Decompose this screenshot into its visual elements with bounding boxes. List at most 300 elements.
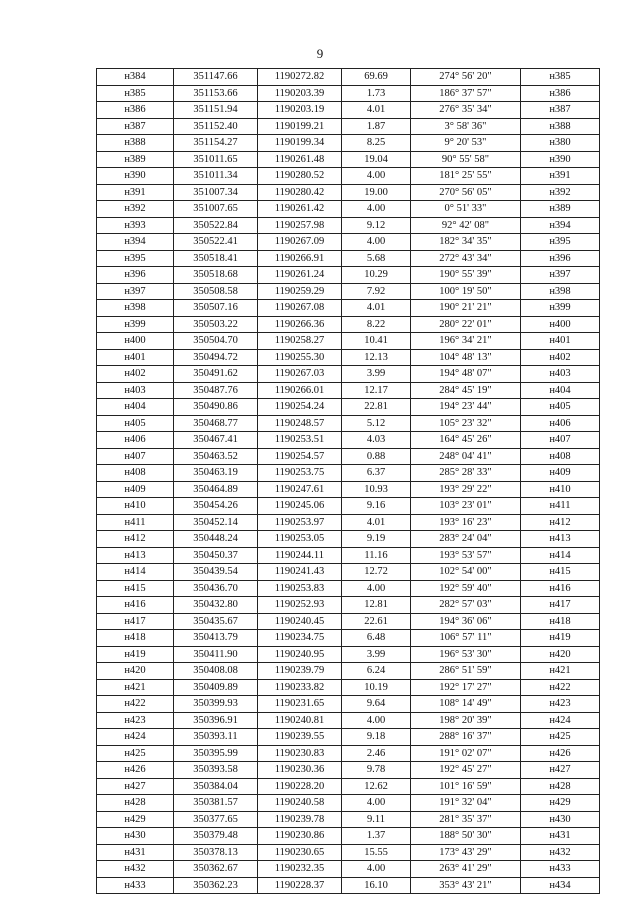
cell-distance: 6.24 <box>342 663 411 680</box>
cell-distance: 1.73 <box>342 85 411 102</box>
cell-coord-y: 1190203.19 <box>258 102 342 119</box>
cell-coord-y: 1190257.98 <box>258 217 342 234</box>
cell-coord-y: 1190230.36 <box>258 762 342 779</box>
cell-point-from: н401 <box>97 349 174 366</box>
cell-coord-x: 350395.99 <box>174 745 258 762</box>
cell-point-from: н399 <box>97 316 174 333</box>
cell-point-from: н419 <box>97 646 174 663</box>
cell-point-from: н431 <box>97 844 174 861</box>
table-row <box>97 564 600 581</box>
cell-coord-x: 350507.16 <box>174 300 258 317</box>
table-row <box>97 316 600 333</box>
cell-distance: 10.19 <box>342 679 411 696</box>
cell-distance: 4.00 <box>342 795 411 812</box>
cell-coord-y: 1190239.78 <box>258 811 342 828</box>
cell-point-from: н433 <box>97 877 174 894</box>
cell-point-from: н404 <box>97 399 174 416</box>
cell-bearing: 101° 16' 59" <box>411 778 521 795</box>
cell-bearing: 90° 55' 58" <box>411 151 521 168</box>
cell-distance: 12.81 <box>342 597 411 614</box>
cell-bearing: 106° 57' 11" <box>411 630 521 647</box>
cell-point-from: н430 <box>97 828 174 845</box>
cell-coord-x: 350377.65 <box>174 811 258 828</box>
cell-point-from: н397 <box>97 283 174 300</box>
table-row <box>97 283 600 300</box>
table-row <box>97 349 600 366</box>
cell-coord-x: 350432.80 <box>174 597 258 614</box>
cell-point-from: н423 <box>97 712 174 729</box>
cell-point-to: н434 <box>521 877 600 894</box>
cell-distance: 7.92 <box>342 283 411 300</box>
cell-bearing: 103° 23' 01" <box>411 498 521 515</box>
table-row <box>97 267 600 284</box>
cell-distance: 10.29 <box>342 267 411 284</box>
cell-point-to: н398 <box>521 283 600 300</box>
cell-bearing: 181° 25' 55" <box>411 168 521 185</box>
cell-distance: 4.00 <box>342 580 411 597</box>
cell-point-to: н389 <box>521 201 600 218</box>
cell-point-to: н406 <box>521 415 600 432</box>
cell-point-to: н416 <box>521 580 600 597</box>
cell-point-from: н391 <box>97 184 174 201</box>
cell-distance: 9.16 <box>342 498 411 515</box>
cell-coord-x: 351147.66 <box>174 69 258 86</box>
cell-point-to: н409 <box>521 465 600 482</box>
cell-distance: 12.13 <box>342 349 411 366</box>
cell-point-to: н423 <box>521 696 600 713</box>
cell-point-from: н429 <box>97 811 174 828</box>
cell-coord-y: 1190228.37 <box>258 877 342 894</box>
table-row <box>97 481 600 498</box>
cell-distance: 4.01 <box>342 300 411 317</box>
cell-coord-x: 351011.34 <box>174 168 258 185</box>
cell-coord-y: 1190245.06 <box>258 498 342 515</box>
cell-point-from: н410 <box>97 498 174 515</box>
cell-point-from: н390 <box>97 168 174 185</box>
table-row <box>97 547 600 564</box>
cell-bearing: 282° 57' 03" <box>411 597 521 614</box>
cell-bearing: 248° 04' 41" <box>411 448 521 465</box>
cell-bearing: 285° 28' 33" <box>411 465 521 482</box>
table-row <box>97 696 600 713</box>
cell-point-to: н391 <box>521 168 600 185</box>
cell-distance: 12.72 <box>342 564 411 581</box>
table-row <box>97 580 600 597</box>
cell-coord-x: 350518.68 <box>174 267 258 284</box>
cell-coord-y: 1190267.09 <box>258 234 342 251</box>
cell-point-to: н403 <box>521 366 600 383</box>
cell-bearing: 191° 32' 04" <box>411 795 521 812</box>
cell-coord-x: 350491.62 <box>174 366 258 383</box>
cell-distance: 9.11 <box>342 811 411 828</box>
cell-bearing: 190° 21' 21" <box>411 300 521 317</box>
coordinates-table <box>96 68 600 894</box>
table-row <box>97 762 600 779</box>
table-row <box>97 85 600 102</box>
cell-distance: 16.10 <box>342 877 411 894</box>
cell-coord-y: 1190261.24 <box>258 267 342 284</box>
cell-coord-x: 350362.67 <box>174 861 258 878</box>
cell-coord-x: 350464.89 <box>174 481 258 498</box>
cell-bearing: 173° 43' 29" <box>411 844 521 861</box>
cell-coord-y: 1190240.58 <box>258 795 342 812</box>
cell-coord-x: 350436.70 <box>174 580 258 597</box>
table-row <box>97 630 600 647</box>
cell-coord-x: 350384.04 <box>174 778 258 795</box>
cell-distance: 6.48 <box>342 630 411 647</box>
cell-distance: 0.88 <box>342 448 411 465</box>
cell-coord-x: 350504.70 <box>174 333 258 350</box>
cell-point-from: н421 <box>97 679 174 696</box>
table-row <box>97 300 600 317</box>
cell-point-from: н424 <box>97 729 174 746</box>
cell-coord-x: 350467.41 <box>174 432 258 449</box>
cell-point-to: н415 <box>521 564 600 581</box>
cell-point-to: н405 <box>521 399 600 416</box>
cell-bearing: 270° 56' 05" <box>411 184 521 201</box>
cell-point-to: н428 <box>521 778 600 795</box>
cell-distance: 4.00 <box>342 712 411 729</box>
cell-distance: 9.78 <box>342 762 411 779</box>
cell-distance: 9.64 <box>342 696 411 713</box>
cell-coord-y: 1190261.48 <box>258 151 342 168</box>
table-row <box>97 135 600 152</box>
cell-point-from: н420 <box>97 663 174 680</box>
cell-point-from: н396 <box>97 267 174 284</box>
cell-coord-x: 351154.27 <box>174 135 258 152</box>
cell-point-to: н419 <box>521 630 600 647</box>
cell-point-from: н387 <box>97 118 174 135</box>
cell-bearing: 281° 35' 37" <box>411 811 521 828</box>
cell-point-to: н400 <box>521 316 600 333</box>
table-row <box>97 201 600 218</box>
table-row <box>97 861 600 878</box>
cell-point-to: н407 <box>521 432 600 449</box>
cell-coord-x: 350503.22 <box>174 316 258 333</box>
table-row <box>97 399 600 416</box>
cell-point-from: н417 <box>97 613 174 630</box>
cell-point-to: н394 <box>521 217 600 234</box>
cell-distance: 22.81 <box>342 399 411 416</box>
cell-distance: 10.93 <box>342 481 411 498</box>
table-row <box>97 234 600 251</box>
table-row <box>97 217 600 234</box>
cell-coord-y: 1190248.57 <box>258 415 342 432</box>
cell-coord-x: 350381.57 <box>174 795 258 812</box>
table-row <box>97 729 600 746</box>
table-row <box>97 828 600 845</box>
cell-coord-y: 1190203.39 <box>258 85 342 102</box>
cell-distance: 4.00 <box>342 201 411 218</box>
cell-coord-y: 1190280.52 <box>258 168 342 185</box>
cell-bearing: 3° 58' 36" <box>411 118 521 135</box>
cell-coord-x: 351007.65 <box>174 201 258 218</box>
cell-distance: 19.00 <box>342 184 411 201</box>
cell-distance: 9.12 <box>342 217 411 234</box>
cell-point-from: н389 <box>97 151 174 168</box>
cell-point-from: н385 <box>97 85 174 102</box>
cell-coord-y: 1190280.42 <box>258 184 342 201</box>
cell-point-to: н433 <box>521 861 600 878</box>
cell-distance: 12.17 <box>342 382 411 399</box>
cell-bearing: 0° 51' 33" <box>411 201 521 218</box>
cell-point-to: н418 <box>521 613 600 630</box>
cell-bearing: 274° 56' 20" <box>411 69 521 86</box>
cell-bearing: 188° 50' 30" <box>411 828 521 845</box>
cell-distance: 22.61 <box>342 613 411 630</box>
cell-point-to: н429 <box>521 795 600 812</box>
cell-point-from: н406 <box>97 432 174 449</box>
cell-coord-y: 1190239.79 <box>258 663 342 680</box>
cell-distance: 4.01 <box>342 514 411 531</box>
cell-point-to: н401 <box>521 333 600 350</box>
cell-distance: 6.37 <box>342 465 411 482</box>
cell-distance: 1.37 <box>342 828 411 845</box>
cell-bearing: 276° 35' 34" <box>411 102 521 119</box>
cell-point-to: н413 <box>521 531 600 548</box>
table-row <box>97 415 600 432</box>
cell-bearing: 194° 23' 44" <box>411 399 521 416</box>
cell-coord-y: 1190233.82 <box>258 679 342 696</box>
cell-point-to: н395 <box>521 234 600 251</box>
cell-point-from: н428 <box>97 795 174 812</box>
cell-coord-x: 350522.84 <box>174 217 258 234</box>
cell-coord-x: 350362.23 <box>174 877 258 894</box>
cell-point-to: н404 <box>521 382 600 399</box>
cell-coord-y: 1190266.91 <box>258 250 342 267</box>
table-row <box>97 184 600 201</box>
cell-point-to: н397 <box>521 267 600 284</box>
cell-coord-x: 351153.66 <box>174 85 258 102</box>
table-row <box>97 366 600 383</box>
cell-bearing: 193° 16' 23" <box>411 514 521 531</box>
cell-coord-x: 350508.58 <box>174 283 258 300</box>
cell-bearing: 263° 41' 29" <box>411 861 521 878</box>
cell-point-to: н425 <box>521 729 600 746</box>
table-row <box>97 663 600 680</box>
cell-distance: 8.25 <box>342 135 411 152</box>
cell-point-from: н413 <box>97 547 174 564</box>
table-row <box>97 168 600 185</box>
table-row <box>97 646 600 663</box>
cell-coord-x: 350393.58 <box>174 762 258 779</box>
cell-point-to: н410 <box>521 481 600 498</box>
table-row <box>97 382 600 399</box>
cell-point-from: н409 <box>97 481 174 498</box>
cell-bearing: 192° 45' 27" <box>411 762 521 779</box>
cell-coord-y: 1190240.95 <box>258 646 342 663</box>
table-row <box>97 514 600 531</box>
cell-bearing: 272° 43' 34" <box>411 250 521 267</box>
cell-point-to: н408 <box>521 448 600 465</box>
cell-coord-y: 1190252.93 <box>258 597 342 614</box>
cell-distance: 69.69 <box>342 69 411 86</box>
cell-distance: 4.00 <box>342 234 411 251</box>
cell-coord-y: 1190228.20 <box>258 778 342 795</box>
cell-point-to: н385 <box>521 69 600 86</box>
cell-distance: 12.62 <box>342 778 411 795</box>
cell-point-from: н425 <box>97 745 174 762</box>
cell-point-from: н412 <box>97 531 174 548</box>
cell-distance: 9.18 <box>342 729 411 746</box>
cell-bearing: 353° 43' 21" <box>411 877 521 894</box>
cell-coord-y: 1190253.05 <box>258 531 342 548</box>
cell-coord-y: 1190254.24 <box>258 399 342 416</box>
cell-coord-x: 350439.54 <box>174 564 258 581</box>
cell-bearing: 280° 22' 01" <box>411 316 521 333</box>
cell-point-to: н411 <box>521 498 600 515</box>
cell-point-from: н403 <box>97 382 174 399</box>
cell-coord-y: 1190272.82 <box>258 69 342 86</box>
cell-point-from: н422 <box>97 696 174 713</box>
cell-coord-x: 350413.79 <box>174 630 258 647</box>
cell-point-to: н420 <box>521 646 600 663</box>
cell-distance: 1.87 <box>342 118 411 135</box>
cell-bearing: 284° 45' 19" <box>411 382 521 399</box>
cell-coord-x: 350487.76 <box>174 382 258 399</box>
cell-point-from: н402 <box>97 366 174 383</box>
cell-bearing: 104° 48' 13" <box>411 349 521 366</box>
cell-bearing: 283° 24' 04" <box>411 531 521 548</box>
cell-distance: 9.19 <box>342 531 411 548</box>
table-row <box>97 498 600 515</box>
cell-bearing: 194° 48' 07" <box>411 366 521 383</box>
cell-bearing: 193° 53' 57" <box>411 547 521 564</box>
cell-bearing: 196° 34' 21" <box>411 333 521 350</box>
cell-distance: 2.46 <box>342 745 411 762</box>
cell-coord-y: 1190261.42 <box>258 201 342 218</box>
cell-distance: 11.16 <box>342 547 411 564</box>
cell-point-to: н386 <box>521 85 600 102</box>
cell-distance: 8.22 <box>342 316 411 333</box>
page-number: 9 <box>316 46 324 61</box>
table-row <box>97 432 600 449</box>
cell-bearing: 102° 54' 00" <box>411 564 521 581</box>
table-row <box>97 712 600 729</box>
cell-bearing: 286° 51' 59" <box>411 663 521 680</box>
cell-point-from: н411 <box>97 514 174 531</box>
cell-coord-x: 350454.26 <box>174 498 258 515</box>
cell-bearing: 193° 29' 22" <box>411 481 521 498</box>
cell-coord-y: 1190239.55 <box>258 729 342 746</box>
cell-coord-x: 350463.52 <box>174 448 258 465</box>
cell-point-from: н418 <box>97 630 174 647</box>
cell-point-to: н430 <box>521 811 600 828</box>
cell-coord-y: 1190199.34 <box>258 135 342 152</box>
table-row <box>97 151 600 168</box>
cell-distance: 4.00 <box>342 168 411 185</box>
cell-coord-x: 350378.13 <box>174 844 258 861</box>
cell-bearing: 191° 02' 07" <box>411 745 521 762</box>
cell-point-to: н390 <box>521 151 600 168</box>
cell-coord-x: 350409.89 <box>174 679 258 696</box>
cell-bearing: 288° 16' 37" <box>411 729 521 746</box>
cell-point-from: н395 <box>97 250 174 267</box>
cell-coord-x: 350494.72 <box>174 349 258 366</box>
table-row <box>97 250 600 267</box>
coordinates-table-body <box>97 69 600 894</box>
table-row <box>97 102 600 119</box>
cell-coord-y: 1190253.97 <box>258 514 342 531</box>
cell-point-from: н416 <box>97 597 174 614</box>
cell-distance: 19.04 <box>342 151 411 168</box>
cell-point-to: н414 <box>521 547 600 564</box>
cell-point-to: н387 <box>521 102 600 119</box>
cell-point-from: н398 <box>97 300 174 317</box>
cell-coord-x: 351151.94 <box>174 102 258 119</box>
cell-point-to: н427 <box>521 762 600 779</box>
cell-coord-x: 351011.65 <box>174 151 258 168</box>
cell-point-from: н394 <box>97 234 174 251</box>
table-row <box>97 69 600 86</box>
cell-bearing: 192° 17' 27" <box>411 679 521 696</box>
cell-coord-x: 350522.41 <box>174 234 258 251</box>
cell-coord-y: 1190232.35 <box>258 861 342 878</box>
table-row <box>97 333 600 350</box>
cell-coord-y: 1190267.03 <box>258 366 342 383</box>
cell-coord-y: 1190267.08 <box>258 300 342 317</box>
cell-point-to: н422 <box>521 679 600 696</box>
cell-distance: 10.41 <box>342 333 411 350</box>
cell-bearing: 196° 53' 30" <box>411 646 521 663</box>
cell-bearing: 164° 45' 26" <box>411 432 521 449</box>
cell-point-from: н386 <box>97 102 174 119</box>
cell-point-to: н388 <box>521 118 600 135</box>
table-row <box>97 877 600 894</box>
cell-bearing: 9° 20' 53" <box>411 135 521 152</box>
cell-coord-x: 350379.48 <box>174 828 258 845</box>
cell-point-to: н424 <box>521 712 600 729</box>
cell-point-to: н396 <box>521 250 600 267</box>
cell-bearing: 182° 34' 35" <box>411 234 521 251</box>
table-row <box>97 448 600 465</box>
cell-coord-y: 1190255.30 <box>258 349 342 366</box>
cell-coord-y: 1190231.65 <box>258 696 342 713</box>
cell-bearing: 100° 19' 50" <box>411 283 521 300</box>
cell-bearing: 190° 55' 39" <box>411 267 521 284</box>
cell-coord-y: 1190253.75 <box>258 465 342 482</box>
cell-coord-y: 1190266.01 <box>258 382 342 399</box>
cell-coord-x: 350518.41 <box>174 250 258 267</box>
cell-distance: 4.01 <box>342 102 411 119</box>
cell-distance: 5.68 <box>342 250 411 267</box>
cell-coord-y: 1190240.81 <box>258 712 342 729</box>
cell-coord-x: 350490.86 <box>174 399 258 416</box>
table-row <box>97 745 600 762</box>
cell-bearing: 108° 14' 49" <box>411 696 521 713</box>
cell-point-from: н400 <box>97 333 174 350</box>
cell-coord-y: 1190234.75 <box>258 630 342 647</box>
cell-coord-y: 1190240.45 <box>258 613 342 630</box>
cell-bearing: 92° 42' 08" <box>411 217 521 234</box>
cell-distance: 3.99 <box>342 366 411 383</box>
cell-point-from: н408 <box>97 465 174 482</box>
cell-coord-y: 1190258.27 <box>258 333 342 350</box>
cell-point-to: н412 <box>521 514 600 531</box>
cell-point-from: н407 <box>97 448 174 465</box>
cell-coord-y: 1190241.43 <box>258 564 342 581</box>
cell-bearing: 105° 23' 32" <box>411 415 521 432</box>
table-row <box>97 597 600 614</box>
cell-point-from: н415 <box>97 580 174 597</box>
cell-coord-y: 1190230.65 <box>258 844 342 861</box>
cell-coord-y: 1190230.86 <box>258 828 342 845</box>
cell-point-to: н431 <box>521 828 600 845</box>
cell-coord-y: 1190244.11 <box>258 547 342 564</box>
cell-coord-y: 1190259.29 <box>258 283 342 300</box>
cell-coord-x: 350452.14 <box>174 514 258 531</box>
cell-point-from: н392 <box>97 201 174 218</box>
